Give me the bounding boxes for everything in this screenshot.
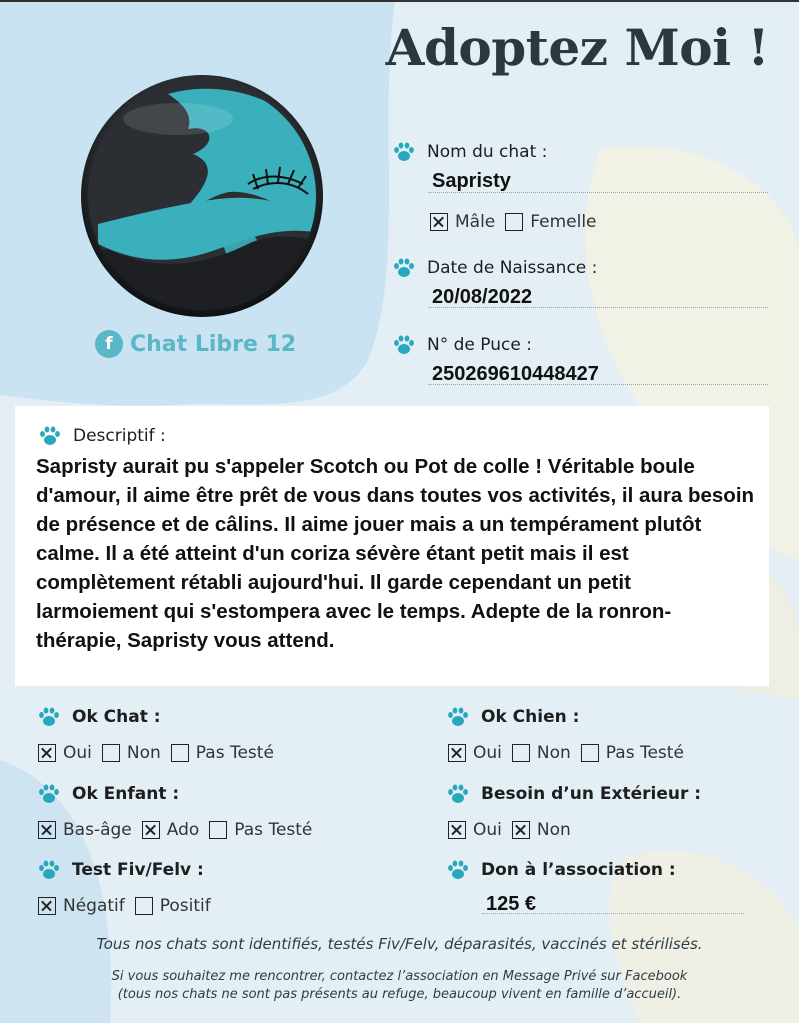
don-label: Don à l’association : [481, 860, 676, 880]
naissance-value: 20/08/2022 [432, 286, 533, 308]
option-femelle[interactable]: Femelle [505, 212, 596, 232]
descriptif-text: Sapristy aurait pu s'appeler Scotch ou Pot de colle ! Véritable boule d'amour, il aime être prêt de vous dans toutes vos activités, il aura besoin de présence et de câlins. Il aime jouer mais a un tempérament plutôt calme. Il a été atteint d'un coriza sévère étant petit mais il est complètement rétabli aujourd'hui. Il garde cependant un petit larmoiement qui s'estompera avec le temps. Adepte de la ronron-thérapie, Sapristy vous attend. [36, 455, 755, 652]
fiv-label: Test Fiv/Felv : [72, 860, 204, 880]
ok-chien-label: Ok Chien : [481, 707, 580, 727]
nom-value: Sapristy [432, 170, 511, 192]
checkbox[interactable] [102, 744, 120, 762]
brand-name: Chat Libre 12 [130, 331, 297, 357]
field-ok-enfant [38, 784, 179, 804]
paw-icon [447, 707, 469, 727]
page-title: Adoptez Moi ! [385, 18, 769, 77]
option-bas-age[interactable]: Bas-âge [38, 820, 132, 840]
exterieur-label: Besoin d’un Extérieur : [481, 784, 702, 804]
checkbox[interactable] [581, 744, 599, 762]
option-non[interactable]: Non [512, 743, 571, 763]
puce-label: N° de Puce : [427, 335, 532, 355]
footer-note: Tous nos chats sont identifiés, testés Fiv/Felv, déparasités, vaccinés et stérilisés. [96, 935, 703, 953]
paw-icon [393, 335, 415, 355]
contact-line: (tous nos chats ne sont pas présents au refuge, beaucoup vivent en famille d’accueil). [117, 987, 682, 1002]
don-value: 125 € [486, 893, 537, 915]
ok-chat-label: Ok Chat : [72, 707, 161, 727]
field-exterieur [447, 784, 701, 804]
checkbox[interactable] [512, 744, 530, 762]
paw-icon [38, 707, 60, 727]
option-non[interactable]: Non [512, 820, 571, 840]
field-nom-label [393, 142, 547, 162]
option-pas-teste[interactable]: Pas Testé [209, 820, 312, 840]
checkbox[interactable] [171, 744, 189, 762]
option-pas-teste[interactable]: Pas Testé [581, 743, 684, 763]
facebook-icon: f [95, 330, 123, 358]
checkbox[interactable] [38, 821, 56, 839]
field-don [447, 860, 676, 880]
checkbox[interactable] [209, 821, 227, 839]
option-negatif[interactable]: Négatif [38, 896, 125, 916]
contact-note [0, 968, 799, 1004]
puce-value: 250269610448427 [432, 363, 599, 385]
descriptif-box [15, 406, 769, 686]
paw-icon [393, 258, 415, 278]
descriptif-header [39, 426, 166, 446]
checkbox[interactable] [430, 213, 448, 231]
paw-icon [38, 860, 60, 880]
paw-icon [447, 784, 469, 804]
sexe-options [430, 212, 607, 232]
ok-chat-options [38, 743, 284, 763]
exterieur-options [448, 820, 581, 840]
ok-enfant-options [38, 820, 322, 840]
checkbox[interactable] [38, 897, 56, 915]
option-ado[interactable]: Ado [142, 820, 200, 840]
field-ok-chien [447, 707, 579, 727]
paw-icon [38, 784, 60, 804]
option-non[interactable]: Non [102, 743, 161, 763]
paw-icon [39, 426, 61, 446]
option-male[interactable]: Mâle [430, 212, 495, 232]
facebook-brand[interactable] [95, 330, 296, 358]
option-positif[interactable]: Positif [135, 896, 211, 916]
descriptif-label: Descriptif : [73, 426, 166, 446]
option-oui[interactable]: Oui [448, 743, 502, 763]
ok-enfant-label: Ok Enfant : [72, 784, 180, 804]
chat-libre-logo [68, 74, 338, 319]
dotted-line [428, 307, 768, 308]
field-puce-label [393, 335, 532, 355]
dotted-line [428, 384, 768, 385]
option-oui[interactable]: Oui [448, 820, 502, 840]
field-ok-chat [38, 707, 161, 727]
checkbox[interactable] [512, 821, 530, 839]
checkbox[interactable] [448, 821, 466, 839]
dotted-line [482, 913, 744, 914]
paw-icon [393, 142, 415, 162]
field-fiv [38, 860, 204, 880]
nom-label: Nom du chat : [427, 142, 548, 162]
dotted-line [428, 192, 768, 193]
fiv-options [38, 896, 221, 916]
checkbox[interactable] [135, 897, 153, 915]
top-border [0, 0, 799, 2]
paw-icon [447, 860, 469, 880]
checkbox[interactable] [448, 744, 466, 762]
contact-line: Si vous souhaitez me rencontrer, contactez l’association en Message Privé sur Facebook [111, 969, 688, 984]
ok-chien-options [448, 743, 694, 763]
naissance-label: Date de Naissance : [427, 258, 598, 278]
checkbox[interactable] [38, 744, 56, 762]
checkbox[interactable] [142, 821, 160, 839]
option-pas-teste[interactable]: Pas Testé [171, 743, 274, 763]
field-naissance-label [393, 258, 597, 278]
option-oui[interactable]: Oui [38, 743, 92, 763]
checkbox[interactable] [505, 213, 523, 231]
